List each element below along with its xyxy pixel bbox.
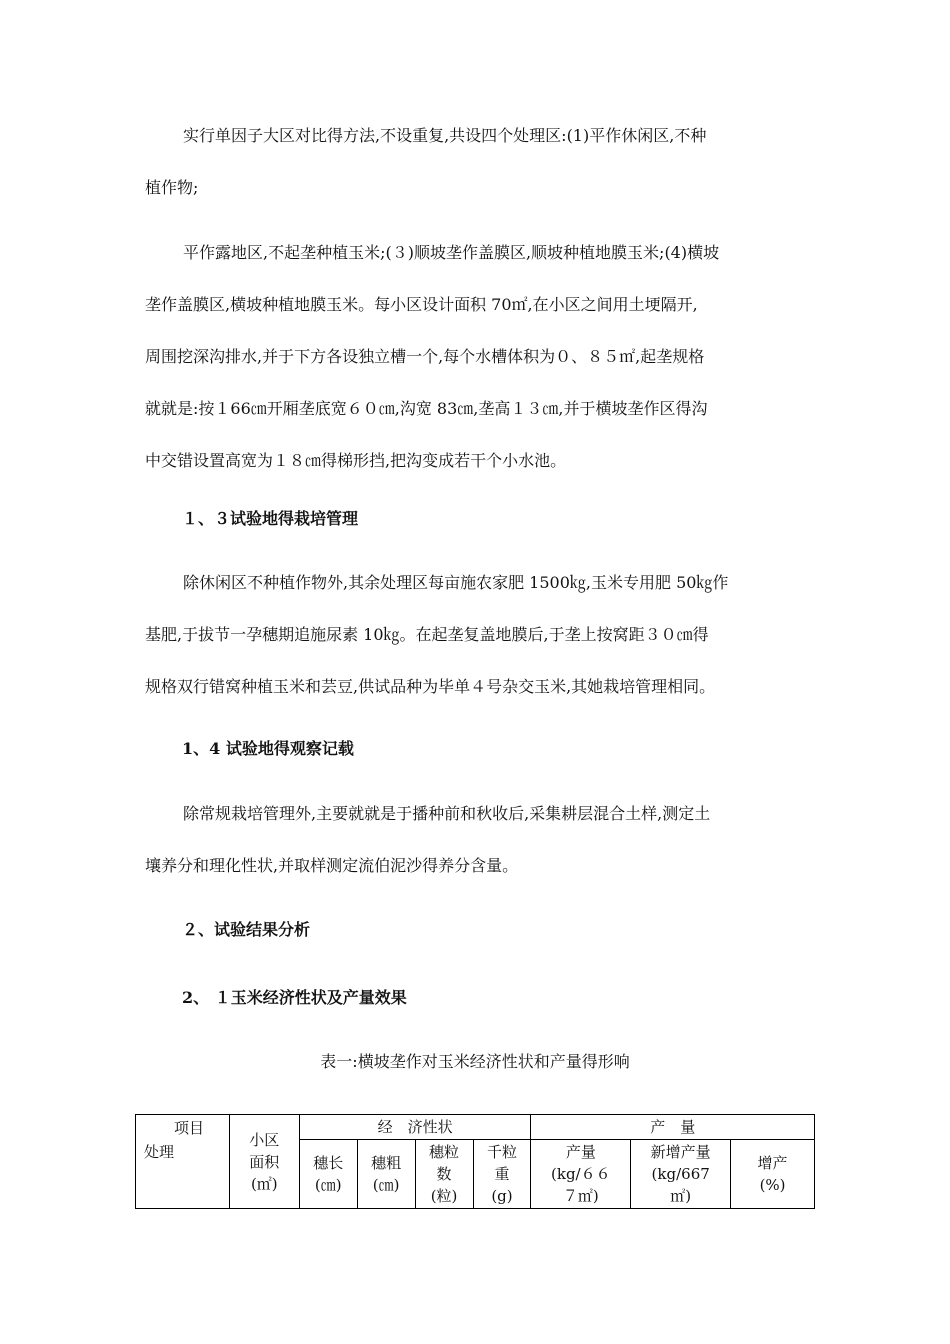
header-text: 穗粒: [429, 1143, 460, 1161]
header-ear-thickness: [357, 1140, 415, 1209]
header-text: 穗长: [313, 1154, 344, 1172]
header-text: (%): [759, 1176, 786, 1194]
paragraph-treatments: [145, 227, 813, 487]
header-group-economic: 经 济性状: [299, 1115, 531, 1140]
section-heading-1-4: 1、4 试验地得观察记载: [182, 739, 354, 758]
paragraph-observation: [145, 788, 813, 892]
table-caption: 表一:横坡垄作对玉米经济性状和产量得形响: [320, 1052, 630, 1071]
text-line: 中交错设置高宽为１８㎝得梯形挡,把沟变成若干个小水池。: [145, 451, 567, 470]
header-text: 千粒: [486, 1143, 517, 1161]
header-added-yield: [631, 1140, 731, 1209]
text-line: 周围挖深沟排水,并于下方各设独立槽一个,每个水槽体积为０、８５㎡,起垄规格: [145, 347, 705, 366]
header-text: 产量: [565, 1143, 596, 1161]
header-text: 新增产量: [650, 1143, 711, 1161]
header-text: 数: [436, 1165, 452, 1183]
text-line: 壤养分和理化性状,并取样测定流伯泥沙得养分含量。: [145, 856, 519, 875]
header-text: (㎝): [372, 1176, 400, 1194]
text-line: 规格双行错窝种植玉米和芸豆,供试品种为毕单４号杂交玉米,其她栽培管理相同。: [145, 677, 716, 696]
header-text: ７㎡): [562, 1187, 599, 1205]
header-text: (粒): [430, 1187, 458, 1205]
header-text: (g): [491, 1187, 513, 1205]
text-line: 基肥,于拔节一孕穗期追施尿素 10㎏。在起垄复盖地膜后,于垄上按窝距３０㎝得: [145, 625, 709, 644]
header-ear-length: [299, 1140, 357, 1209]
text-line: 垄作盖膜区,横坡种植地膜玉米。每小区设计面积 70㎡,在小区之间用土埂隔开,: [145, 295, 698, 314]
header-text: (kg/667: [651, 1165, 710, 1183]
text-line: 植作物;: [145, 178, 199, 197]
corner-cell: [136, 1115, 230, 1209]
header-yield-increase: [731, 1140, 815, 1209]
paragraph-method: [145, 110, 813, 214]
header-grains-per-ear: [415, 1140, 473, 1209]
text-line: 就就是:按１66㎝开厢垄底宽６０㎝,沟宽 83㎝,垄高１３㎝,并于横坡垄作区得沟: [145, 399, 708, 418]
header-thousand-grain-weight: [473, 1140, 531, 1209]
header-text: (㎡): [250, 1174, 278, 1193]
corner-label-treatment: 处理: [144, 1143, 175, 1161]
yield-table: [135, 1114, 815, 1209]
header-text: (㎝): [314, 1176, 342, 1194]
section-heading-2-1: 2、 １玉米经济性状及产量效果: [182, 988, 407, 1007]
header-group-yield: 产 量: [531, 1115, 815, 1140]
corner-label-item: 项目: [174, 1119, 205, 1137]
text-line: 实行单因子大区对比得方法,不设重复,共设四个处理区:(1)平作休闲区,不种: [183, 126, 707, 145]
header-text: 增产: [757, 1154, 788, 1172]
text-line: 平作露地区,不起垄种植玉米;(３)顺坡垄作盖膜区,顺坡种植地膜玉米;(4)横坡: [183, 243, 720, 262]
header-text: (kg/６６: [551, 1165, 611, 1183]
text-line: 除常规栽培管理外,主要就就是于播种前和秋收后,采集耕层混合土样,测定土: [183, 804, 711, 823]
header-text: 穗粗: [371, 1154, 402, 1172]
header-text: ㎡): [670, 1187, 692, 1205]
header-text: 重: [494, 1165, 510, 1183]
table-header-row-1: [136, 1115, 815, 1140]
header-text: 面积: [249, 1152, 280, 1171]
section-heading-1-3: １、３试验地得栽培管理: [182, 509, 359, 528]
text-line: 除休闲区不种植作物外,其余处理区每亩施农家肥 1500㎏,玉米专用肥 50㎏作: [183, 573, 729, 592]
header-area: [229, 1115, 299, 1209]
header-text: 小区: [249, 1130, 280, 1149]
section-heading-2: ２、试验结果分析: [182, 920, 311, 939]
header-yield: [531, 1140, 631, 1209]
paragraph-cultivation: [145, 557, 813, 713]
